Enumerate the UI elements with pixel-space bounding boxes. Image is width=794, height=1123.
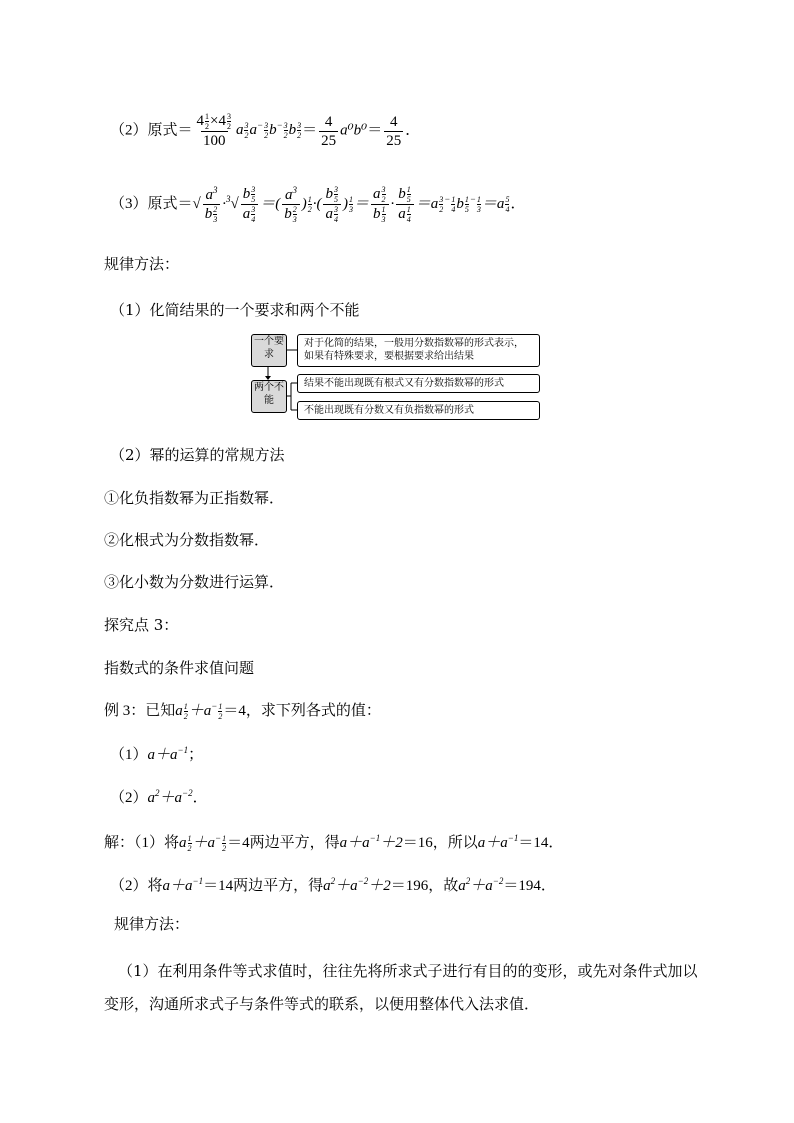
box-two-cannot-label: 两个不能 [254, 382, 284, 406]
simplification-diagram [251, 334, 541, 424]
solution-1 [104, 833, 563, 853]
explore-point: 探究点 3： [104, 616, 179, 634]
item3-equation [110, 185, 525, 224]
solution-1-condition: a $\frac{1}{2}$ ＋a− $\frac{1}{2}$ [179, 833, 227, 853]
item3-radical-expression: √ $a^3$ b $\frac{2}{3}$ ·$^3$√ b $\frac{3}{5}$ a $\frac{3}{4}$ ＝( $a^3$ b $\frac{2}{3}$ ) $\frac{1}{2}$ ·( b $\frac{3}{5}$ a $\frac{3}{4}$ ) $\frac{1}{3}$ ＝ a $\frac{3}{2}$ b $\frac{1}{3}$ · b $\frac{1}{5}$ a $\frac{1}{4}$ ＝a $\frac{3}{2}$ − $\frac{1}{4}$ b $\frac{1}{5}$ − $\frac{1}{3}$ ＝a $\frac{5}{4}$ [192, 184, 510, 224]
item2-final-den: 25 [386, 132, 402, 149]
rule-heading-1: 规律方法： [104, 255, 180, 273]
item2-equals-2: ＝ [367, 122, 383, 139]
item2-frac-num: 4 $\frac{1}{2}$ ×4 $\frac{3}{2}$ [196, 112, 231, 131]
item2-powers: a $\frac{3}{2}$ a− $\frac{3}{2}$ b− $\frac{3}{2}$ b $\frac{3}{2}$ [235, 120, 302, 141]
solution-1-expanded: $a+a^{-1}+2$ [339, 833, 403, 851]
solution-2-mid: ＝14两边平方，得 [203, 878, 324, 894]
rule-heading-2: 规律方法： [114, 915, 190, 933]
note-requirement: 对于化简的结果，一般用分数指数幂的形式表示，如果有特殊要求，要根据要求给出结果 [297, 334, 540, 367]
example-3-suffix: ＝4，求下列各式的值： [223, 703, 381, 719]
solution-2-expanded: $a^2+a^{-2}+2$ [323, 876, 391, 894]
method-3: ③化小数为分数进行运算． [104, 573, 285, 591]
question-2-label: （2） [110, 790, 148, 806]
question-2-expr: $a^2+a^{-2}$ [147, 788, 193, 806]
item2-coef-den: 25 [321, 132, 337, 149]
item2-final [384, 113, 403, 150]
solution-1-prefix: 解：（1）将 [104, 835, 180, 851]
box-one-requirement [251, 334, 287, 367]
solution-2-eq: ＝196，故 [390, 878, 459, 894]
rule-paragraph-line-1: （1）在利用条件等式求值时，往往先将所求式子进行有目的的变形，或先对条件式加以 [118, 962, 698, 980]
rule-subheading-2: （2）幂的运算的常规方法 [110, 446, 285, 464]
item3-label: （3）原式＝ [110, 195, 193, 212]
solution-1-eq: ＝16，所以 [402, 835, 478, 851]
method-2: ②化根式为分数指数幂． [104, 531, 270, 549]
item2-equals: ＝ [302, 122, 318, 139]
note-cannot-1: 结果不能出现既有根式又有分数指数幂的形式 [297, 374, 540, 393]
box-one-requirement-label: 一个要求 [254, 336, 284, 360]
item2-fraction [195, 112, 234, 150]
item2-final-num: 4 [389, 113, 398, 130]
question-2: $(2)a^2+a^{-2}$． [110, 788, 208, 806]
solution-1-target: $a+a^{-1}$ [477, 833, 519, 851]
item3-period: ． [510, 195, 526, 212]
item2-frac-den: 100 [203, 133, 226, 149]
box-two-cannot [251, 380, 287, 413]
example-3-prefix: 例 3：已知 [104, 703, 176, 719]
question-1-label: （1） [110, 747, 148, 763]
question-1: $(1)a+a^{-1}$； [110, 745, 204, 763]
solution-2-target: $a^2+a^{-2}$ [458, 876, 504, 894]
item2-period: ． [405, 122, 421, 139]
explore-title: 指数式的条件求值问题 [104, 659, 255, 677]
method-1: ①化负指数幂为正指数幂． [104, 489, 285, 507]
item2-power-part: a⁰b⁰ [340, 122, 368, 139]
solution-1-end: ＝14． [518, 835, 564, 851]
solution-2-prefix: （2）将 [110, 878, 163, 894]
rule-paragraph-line-2: 变形，沟通所求式子与条件等式的联系，以便用整体代入法求值． [104, 995, 540, 1013]
item2-equation [110, 112, 420, 150]
solution-2-condition: $a+a^{-1}$ [162, 876, 204, 894]
item2-label: （2）原式＝ [110, 122, 193, 139]
example-3-condition: a $\frac{1}{2}$ ＋a− $\frac{1}{2}$ [175, 701, 223, 721]
question-1-expr: $a+a^{-1}$ [147, 745, 189, 763]
item2-coef-num: 4 [324, 113, 333, 130]
note-cannot-2: 不能出现既有分数又有负指数幂的形式 [297, 401, 540, 420]
item2-coef [319, 113, 338, 150]
example-3 [104, 701, 381, 721]
solution-1-mid: ＝4两边平方，得 [227, 835, 340, 851]
solution-2 [110, 876, 556, 896]
rule-subheading-1: （1）化简结果的一个要求和两个不能 [110, 301, 360, 319]
solution-2-end: ＝194． [503, 878, 556, 894]
